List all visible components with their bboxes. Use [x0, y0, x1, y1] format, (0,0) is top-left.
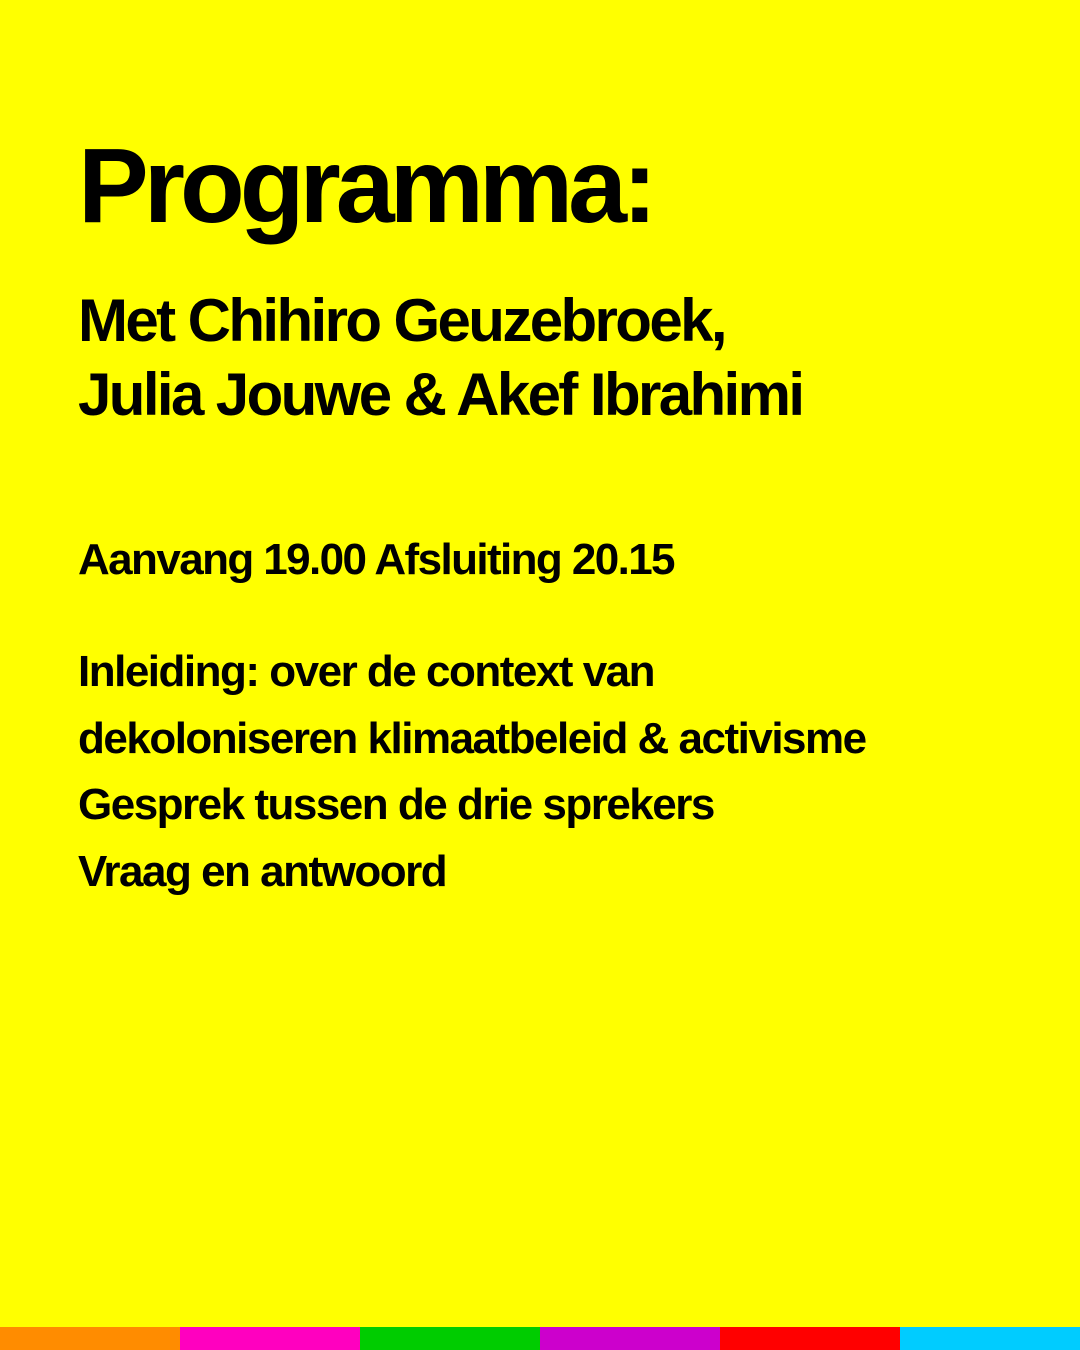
page-title: Programma:: [78, 127, 653, 245]
color-stripe-bar: [0, 1327, 1080, 1350]
color-stripe-green: [360, 1327, 540, 1350]
color-stripe-pink: [180, 1327, 360, 1350]
color-stripe-orange: [0, 1327, 180, 1350]
color-stripe-purple: [540, 1327, 720, 1350]
speakers-block: [78, 284, 802, 432]
speakers-line: Met Chihiro Geuzebroek,: [78, 287, 725, 354]
speakers-line: Julia Jouwe & Akef Ibrahimi: [78, 361, 803, 428]
agenda-item: Vraag en antwoord: [78, 846, 447, 896]
agenda-item: Gesprek tussen de drie sprekers: [78, 780, 714, 829]
agenda-list: [78, 639, 866, 905]
agenda-item: Inleiding: over de context van: [78, 647, 655, 696]
color-stripe-red: [720, 1327, 900, 1350]
agenda-item: dekoloniseren klimaatbeleid & activisme: [78, 713, 866, 763]
color-stripe-cyan: [900, 1327, 1080, 1350]
schedule-time: Aanvang 19.00 Afsluiting 20.15: [78, 535, 674, 584]
